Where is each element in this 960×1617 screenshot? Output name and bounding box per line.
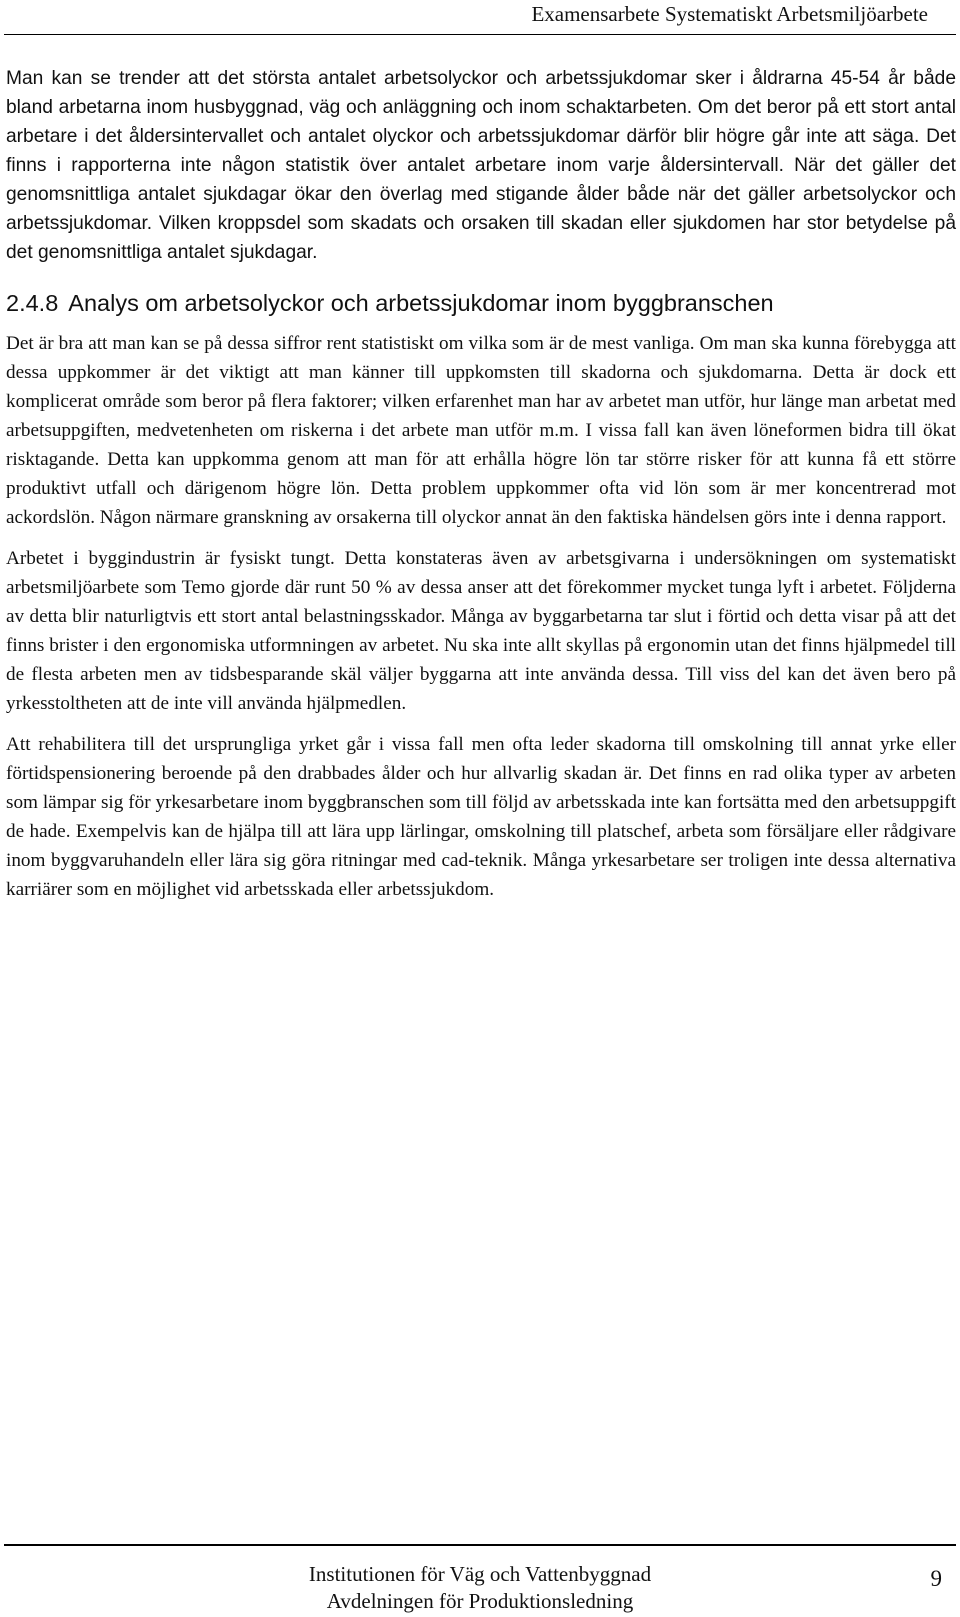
header-divider — [4, 34, 956, 35]
page-number: 9 — [930, 1566, 942, 1591]
intro-paragraph: Man kan se trender att det största antalet arbetsolyckor och arbetssjukdomar sker i åldrarna 45-54 år både bland arbetarna inom husbyggnad, väg och anläggning och inom schaktarbeten. Om det beror på ett stort antal arbetare i det åldersintervallet och antalet olyckor och arbetssjukdomar därför blir högre går inte att säga. Det finns i rapporterna inte någon statistik över antalet arbetare inom varje åldersintervall. När det gäller det genomsnittliga antalet sjukdagar ökar den överlag med stigande ålder både när det gäller arbetsolyckor och arbetssjukdomar. Vilken kroppsdel som skadats och orsaken till skadan eller sjukdomen har stor betydelse på det genomsnittliga antalet sjukdagar. — [6, 68, 956, 263]
page-footer — [0, 1540, 960, 1617]
page-body — [6, 64, 956, 916]
body-paragraph-2: Arbetet i byggindustrin är fysiskt tungt. Detta konstateras även av arbetsgivarna i undersökningen om systematiskt arbetsmiljöarbete som Temo gjorde där runt 50 % av dessa anser att det förekommer mycket tunga lyft i arbetet. Följderna av detta blir naturligtvis ett stort antal belastningsskador. Många av byggarbetarna tar slut i förtid och detta visar på att det finns brister i den ergonomiska utformningen av arbetet. Nu ska inte allt skyllas på ergonomin utan det finns hjälpmedel till de flesta arbeten men av tidsbesparande skäl väljer byggarna att inte använda dessa. Till viss del kan det även bero på yrkesstoltheten att de inte vill använda hjälpmedlen. — [6, 548, 956, 714]
footer-institution: Institutionen för Väg och Vattenbyggnad — [308, 1562, 652, 1586]
body-paragraph-3: Att rehabilitera till det ursprungliga yrket går i vissa fall men ofta leder skadorna till omskolning till annat yrke eller förtidspensionering beroende på den drabbades ålder och hur allvarlig skadan är. Det finns en rad olika typer av arbeten som lämpar sig för yrkesarbetare inom byggbranschen som till följd av arbetsskada inte kan fortsätta med den arbetsuppgift de hade. Exempelvis kan de hjälpa till att lära upp lärlingar, omskolning till platschef, arbeta som försäljare eller rådgivare inom byggvaruhandeln eller lära sig göra ritningar med cad-teknik. Många yrkesarbetare ser troligen inte dessa alternativa karriärer som en möjlighet vid arbetsskada eller arbetssjukdom. — [6, 734, 956, 900]
body-paragraph-1: Det är bra att man kan se på dessa siffror rent statistiskt om vilka som är de mest vanliga. Om man ska kunna förebygga att dessa uppkommer är det viktigt att man känner till uppkomsten till skadorna och sjukdomarna. Detta är dock ett komplicerat område som beror på flera faktorer; vilken erfarenhet man har av arbetet man utför, hur länge man arbetat med arbetsuppgiften, medvetenheten om riskerna i det arbete man utför m.m. I vissa fall kan även löneformen bidra till ökat risktagande. Detta kan uppkomma genom att man för att erhålla högre lön tar större risker för att kunna få ett större produktivt utfall och därigenom högre lön. Detta problem uppkommer ofta vid lön som är mer koncentrerad mot ackordslön. Någon närmare granskning av orsakerna till olyckor annat än den faktiska händelsen görs inte i denna rapport. — [6, 333, 956, 528]
section-heading — [6, 287, 956, 319]
footer-department: Avdelningen för Produktionsledning — [326, 1589, 634, 1613]
document-title: Examensarbete Systematiskt Arbetsmiljöarbete — [531, 2, 928, 26]
section-title: Analys om arbetsolyckor och arbetssjukdomar inom byggbranschen — [68, 290, 774, 316]
footer-divider — [4, 1544, 956, 1546]
page-header — [0, 0, 960, 40]
section-number: 2.4.8 — [6, 290, 59, 316]
